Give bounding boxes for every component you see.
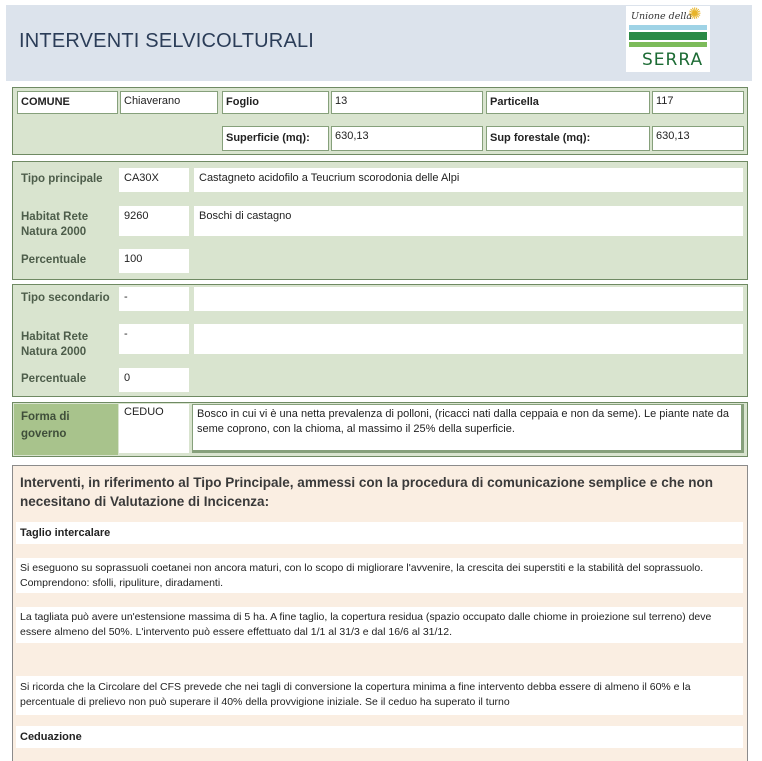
- interventi-title: Interventi, in riferimento al Tipo Principale, ammessi con la procedura di comunicazione semplice e che non necesitano di Valutazione di Incicenza:: [20, 475, 713, 509]
- percentuale-principale-field[interactable]: 100: [119, 249, 189, 273]
- tipo-principale-desc[interactable]: Castagneto acidofilo a Teucrium scorodonia delle Alpi: [194, 168, 743, 192]
- logo-text-bottom: SERRA: [642, 50, 704, 70]
- comune-label: COMUNE: [17, 91, 118, 114]
- paragraph-3: Si ricorda che la Circolare del CFS prevede che nei tagli di conversione la copertura minima a fine intervento debba essere di almeno il 60% e la percentuale di prelievo non può superare il 40% della provvigione iniziale. Se il ceduo ha superato il turno: [16, 676, 743, 715]
- comune-field[interactable]: Chiaverano: [120, 91, 218, 114]
- ceduazione-heading: Ceduazione: [16, 726, 743, 748]
- logo-stripe: [629, 25, 707, 30]
- percentuale-secondario-label: Percentuale: [21, 373, 87, 385]
- foglio-field[interactable]: 13: [331, 91, 483, 114]
- habitat-secondario-code[interactable]: -: [119, 324, 189, 354]
- tipo-secondario-code[interactable]: -: [119, 287, 189, 311]
- habitat-principale-label: Habitat Rete Natura 2000: [21, 211, 89, 236]
- forma-governo-value[interactable]: CEDUO: [119, 404, 189, 453]
- superficie-label: Superficie (mq):: [222, 126, 329, 151]
- taglio-intercalare-heading: Taglio intercalare: [16, 522, 743, 544]
- forma-governo-desc[interactable]: Bosco in cui vi è una netta prevalenza di polloni, (ricacci nati dalla ceppaia e non da seme). Le piante nate da seme coprono, con la chioma, al massimo il 25% della superficie.: [192, 404, 744, 453]
- tipo-secondario-label: Tipo secondario: [21, 292, 110, 304]
- particella-label: Particella: [486, 91, 650, 114]
- sup-forestale-label: Sup forestale (mq):: [486, 126, 650, 151]
- percentuale-principale-label: Percentuale: [21, 254, 87, 266]
- habitat-principale-desc[interactable]: Boschi di castagno: [194, 206, 743, 236]
- habitat-secondario-desc[interactable]: [194, 324, 743, 354]
- percentuale-secondario-field[interactable]: 0: [119, 368, 189, 392]
- page-title: INTERVENTI SELVICOLTURALI: [19, 30, 315, 52]
- habitat-secondario-label: Habitat Rete Natura 2000: [21, 331, 89, 355]
- logo-text-top: Unione della: [631, 11, 693, 22]
- paragraph-1: Si eseguono su soprassuoli coetanei non ancora maturi, con lo scopo di migliorare l'avvenire, la crescita dei superstiti e la stabilità del soprassuolo. Comprendono: sfolli, ripuliture, diradamenti.: [16, 558, 743, 593]
- particella-field[interactable]: 117: [652, 91, 744, 114]
- logo-stripe: [629, 42, 707, 47]
- foglio-label: Foglio: [222, 91, 329, 114]
- tipo-principale-label: Tipo principale: [21, 173, 103, 185]
- superficie-field[interactable]: 630,13: [331, 126, 483, 151]
- logo: [626, 6, 710, 72]
- paragraph-2: La tagliata può avere un'estensione massima di 5 ha. A fine taglio, la copertura residua (spazio occupato dalle chiome in proiezione sul terreno) deve essere almeno del 50%. L'intervento può essere effettuato dal 1/1 al 31/3 e dal 16/6 al 31/12.: [16, 607, 743, 643]
- forma-governo-label: Forma di governo: [21, 411, 70, 440]
- sup-forestale-field[interactable]: 630,13: [652, 126, 744, 151]
- logo-stripe: [629, 32, 707, 40]
- sun-icon: ✺: [688, 6, 702, 23]
- habitat-principale-code[interactable]: 9260: [119, 206, 189, 236]
- tipo-secondario-desc[interactable]: [194, 287, 743, 311]
- tipo-principale-code[interactable]: CA30X: [119, 168, 189, 192]
